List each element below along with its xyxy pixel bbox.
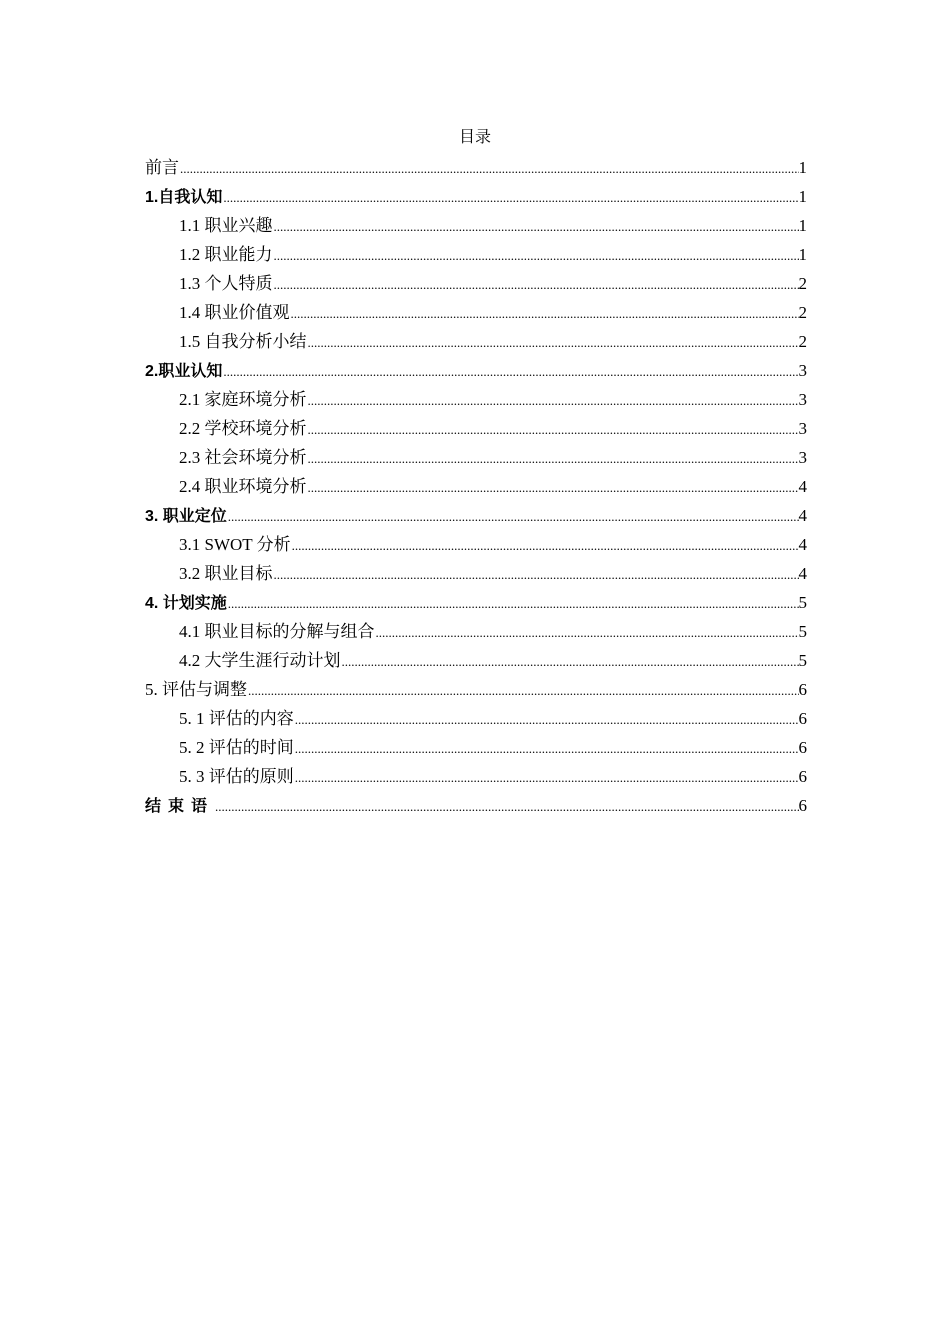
toc-entry-chapter-3[interactable] bbox=[145, 501, 807, 530]
toc-entry-page: 6 bbox=[798, 680, 807, 699]
toc-entry-label: 2.4 职业环境分析 bbox=[179, 477, 307, 496]
toc-entry-1-1[interactable] bbox=[145, 211, 807, 240]
toc-entry-label: 1.4 职业价值观 bbox=[179, 303, 290, 322]
toc-entry-page: 3 bbox=[798, 390, 807, 409]
toc-entry-label: 5. 1 评估的内容 bbox=[179, 709, 294, 728]
toc-entry-label: 4. 计划实施 bbox=[145, 595, 227, 612]
toc-entry-chapter-5[interactable] bbox=[145, 675, 807, 704]
toc-entry-label: 4.1 职业目标的分解与组合 bbox=[179, 622, 375, 641]
toc-entry-5-3[interactable] bbox=[145, 762, 807, 791]
toc-entry-label: 5. 3 评估的原则 bbox=[179, 767, 294, 786]
toc-entry-label: 2.职业认知 bbox=[145, 363, 223, 380]
toc-entry-label: 3.1 SWOT 分析 bbox=[179, 535, 291, 554]
toc-entry-page: 6 bbox=[798, 738, 807, 757]
toc-entry-3-1[interactable] bbox=[145, 530, 807, 559]
toc-entry-page: 2 bbox=[798, 332, 807, 351]
dot-leader bbox=[273, 241, 799, 270]
toc-entry-2-1[interactable] bbox=[145, 385, 807, 414]
toc-entry-label: 4.2 大学生涯行动计划 bbox=[179, 651, 341, 670]
dot-leader bbox=[273, 270, 799, 299]
toc-entry-label: 前言 bbox=[145, 158, 179, 177]
toc-entry-5-2[interactable] bbox=[145, 733, 807, 762]
toc-entry-page: 1 bbox=[798, 216, 807, 235]
dot-leader bbox=[290, 299, 799, 328]
toc-entry-page: 4 bbox=[798, 535, 807, 554]
toc-entry-3-2[interactable] bbox=[145, 559, 807, 588]
dot-leader bbox=[222, 357, 798, 386]
dot-leader bbox=[307, 473, 799, 502]
dot-leader bbox=[273, 560, 799, 589]
dot-leader bbox=[227, 502, 799, 531]
toc-entry-label: 5. 评估与调整 bbox=[145, 680, 247, 699]
toc-entry-page: 2 bbox=[798, 274, 807, 293]
toc-entry-label: 2.2 学校环境分析 bbox=[179, 419, 307, 438]
dot-leader bbox=[247, 676, 799, 705]
toc-entry-page: 1 bbox=[798, 158, 807, 177]
toc-entry-page: 5 bbox=[798, 622, 807, 641]
toc-entry-1-5[interactable] bbox=[145, 327, 807, 356]
toc-entry-page: 2 bbox=[798, 303, 807, 322]
toc-entry-label: 1.3 个人特质 bbox=[179, 274, 273, 293]
toc-entry-label: 1.2 职业能力 bbox=[179, 245, 273, 264]
toc-entry-page: 3 bbox=[798, 419, 807, 438]
dot-leader bbox=[291, 531, 799, 560]
toc-entry-label: 3.2 职业目标 bbox=[179, 564, 273, 583]
toc-entry-5-1[interactable] bbox=[145, 704, 807, 733]
toc-entry-2-3[interactable] bbox=[145, 443, 807, 472]
toc-entry-1-3[interactable] bbox=[145, 269, 807, 298]
toc-entry-page: 4 bbox=[798, 506, 807, 525]
toc-entry-label: 2.1 家庭环境分析 bbox=[179, 390, 307, 409]
dot-leader bbox=[179, 154, 799, 183]
toc-entry-label: 1.1 职业兴趣 bbox=[179, 216, 273, 235]
toc-entry-label: 2.3 社会环境分析 bbox=[179, 448, 307, 467]
toc-entry-page: 4 bbox=[798, 477, 807, 496]
toc-entry-page: 3 bbox=[798, 361, 807, 380]
toc-entry-page: 6 bbox=[798, 709, 807, 728]
toc-entry-1-2[interactable] bbox=[145, 240, 807, 269]
dot-leader bbox=[227, 589, 799, 618]
toc-entry-4-1[interactable] bbox=[145, 617, 807, 646]
toc-entry-page: 3 bbox=[798, 448, 807, 467]
toc-entry-chapter-1[interactable] bbox=[145, 182, 807, 211]
toc-entry-page: 1 bbox=[798, 187, 807, 206]
dot-leader bbox=[307, 386, 799, 415]
dot-leader bbox=[273, 212, 799, 241]
toc-entry-conclusion[interactable] bbox=[145, 791, 807, 820]
toc-entry-page: 5 bbox=[798, 593, 807, 612]
toc-entry-page: 4 bbox=[798, 564, 807, 583]
dot-leader bbox=[341, 647, 799, 676]
toc-entry-label: 结束语 bbox=[145, 798, 215, 815]
toc-entry-label: 5. 2 评估的时间 bbox=[179, 738, 294, 757]
toc-entry-page: 6 bbox=[798, 796, 807, 815]
toc-entry-preface[interactable] bbox=[145, 153, 807, 182]
dot-leader bbox=[307, 444, 799, 473]
dot-leader bbox=[222, 183, 798, 212]
toc-entry-2-2[interactable] bbox=[145, 414, 807, 443]
dot-leader bbox=[294, 705, 799, 734]
table-of-contents bbox=[145, 153, 807, 820]
dot-leader bbox=[375, 618, 799, 647]
toc-entry-page: 6 bbox=[798, 767, 807, 786]
toc-entry-page: 5 bbox=[798, 651, 807, 670]
dot-leader bbox=[294, 763, 799, 792]
toc-entry-4-2[interactable] bbox=[145, 646, 807, 675]
dot-leader bbox=[307, 328, 799, 357]
toc-entry-label: 1.5 自我分析小结 bbox=[179, 332, 307, 351]
toc-entry-page: 1 bbox=[798, 245, 807, 264]
toc-entry-2-4[interactable] bbox=[145, 472, 807, 501]
toc-entry-label: 1.自我认知 bbox=[145, 189, 223, 206]
dot-leader bbox=[307, 415, 799, 444]
toc-entry-label: 3. 职业定位 bbox=[145, 508, 227, 525]
toc-entry-chapter-4[interactable] bbox=[145, 588, 807, 617]
toc-entry-chapter-2[interactable] bbox=[145, 356, 807, 385]
dot-leader bbox=[294, 734, 799, 763]
toc-title: 目录 bbox=[458, 129, 491, 146]
toc-entry-1-4[interactable] bbox=[145, 298, 807, 327]
dot-leader bbox=[214, 792, 798, 821]
